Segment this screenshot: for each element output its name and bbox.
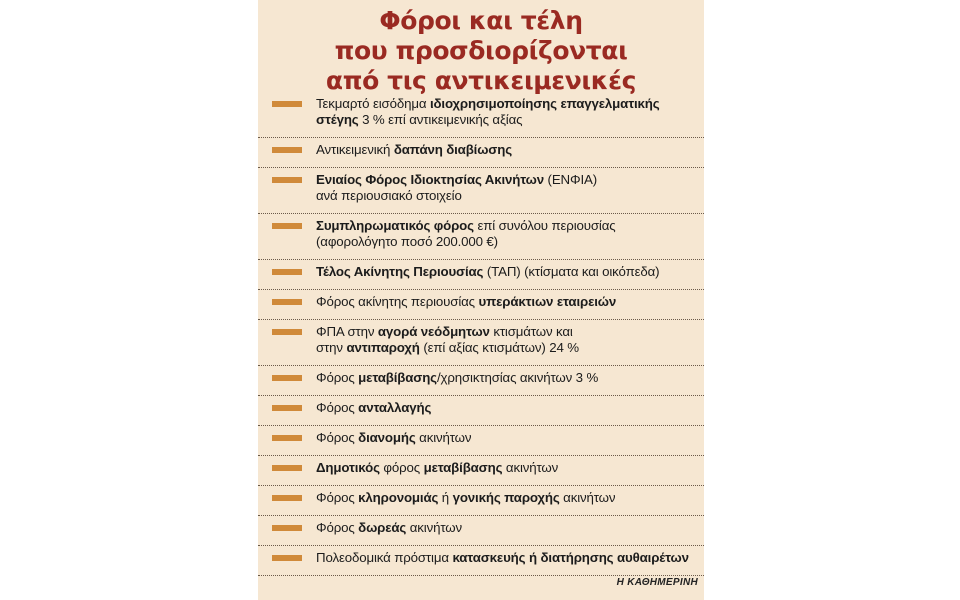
list-item-text bbox=[316, 214, 698, 250]
plain-text: (ΤΑΠ) (κτίσματα και οικόπεδα) bbox=[483, 264, 660, 279]
item-line bbox=[316, 112, 698, 128]
emphasis-text: αντιπαροχή bbox=[346, 340, 420, 355]
plain-text: ακινήτων bbox=[559, 490, 616, 505]
title-line: που προσδιορίζονται bbox=[334, 36, 628, 65]
list-item-text bbox=[316, 290, 698, 310]
emphasis-text: στέγης bbox=[316, 112, 359, 127]
list-item-text bbox=[316, 546, 698, 566]
item-line bbox=[316, 294, 698, 310]
plain-text: ακινήτων bbox=[406, 520, 462, 535]
item-line bbox=[316, 234, 698, 250]
emphasis-text: κληρονομιάς bbox=[358, 490, 439, 505]
item-line bbox=[316, 430, 698, 446]
item-line bbox=[316, 340, 698, 356]
item-line bbox=[316, 370, 698, 386]
list-item-text bbox=[316, 92, 698, 128]
list-item bbox=[258, 260, 704, 290]
list-item-text bbox=[316, 366, 698, 386]
bullet-bar-icon bbox=[272, 101, 302, 107]
publisher-credit: Η ΚΑΘΗΜΕΡΙΝΗ bbox=[616, 577, 698, 588]
list-item-text bbox=[316, 516, 698, 536]
plain-text: ανά περιουσιακό στοιχείο bbox=[316, 188, 462, 203]
plain-text: Τεκμαρτό εισόδημα bbox=[316, 96, 430, 111]
bullet-bar-icon bbox=[272, 177, 302, 183]
list-item bbox=[258, 486, 704, 516]
title-line: Φόροι και τέλη bbox=[379, 6, 583, 35]
bullet-bar-icon bbox=[272, 495, 302, 501]
emphasis-text: γονικής παροχής bbox=[452, 490, 560, 505]
plain-text: φόρος bbox=[379, 460, 424, 475]
emphasis-text: διανομής bbox=[358, 430, 416, 445]
list-item bbox=[258, 456, 704, 486]
plain-text: Φόρος bbox=[316, 490, 359, 505]
plain-text: Φόρος bbox=[316, 430, 359, 445]
list-item-text bbox=[316, 426, 698, 446]
bullet-bar-icon bbox=[272, 269, 302, 275]
list-item-text bbox=[316, 260, 698, 280]
plain-text: Πολεοδομικά πρόστιμα bbox=[316, 550, 453, 565]
item-line bbox=[316, 460, 698, 476]
list-item bbox=[258, 366, 704, 396]
item-line bbox=[316, 188, 698, 204]
plain-text: Φόρος ακίνητης περιουσίας bbox=[316, 294, 479, 309]
bullet-bar-icon bbox=[272, 555, 302, 561]
list-item bbox=[258, 214, 704, 260]
plain-text: Φόρος bbox=[316, 370, 359, 385]
item-line bbox=[316, 520, 698, 536]
plain-text: ΦΠΑ στην bbox=[316, 324, 378, 339]
list-item bbox=[258, 396, 704, 426]
emphasis-text: δαπάνη διαβίωσης bbox=[393, 142, 512, 157]
title-line: από τις αντικειμενικές bbox=[325, 66, 637, 95]
bullet-bar-icon bbox=[272, 147, 302, 153]
plain-text: Φόρος bbox=[316, 400, 359, 415]
plain-text: (αφορολόγητο ποσό 200.000 €) bbox=[316, 234, 498, 249]
list-item bbox=[258, 516, 704, 546]
emphasis-text: μεταβίβασης bbox=[423, 460, 503, 475]
list-item-text bbox=[316, 396, 698, 416]
bullet-bar-icon bbox=[272, 299, 302, 305]
bullet-bar-icon bbox=[272, 405, 302, 411]
item-line bbox=[316, 96, 698, 112]
emphasis-text: ανταλλαγής bbox=[358, 400, 432, 415]
item-line bbox=[316, 264, 698, 280]
list-item-text bbox=[316, 168, 698, 204]
bullet-bar-icon bbox=[272, 375, 302, 381]
emphasis-text: δωρεάς bbox=[358, 520, 407, 535]
list-item bbox=[258, 426, 704, 456]
list-item bbox=[258, 168, 704, 214]
list-item-text bbox=[316, 456, 698, 476]
emphasis-text: κατασκευής ή διατήρησης αυθαιρέτων bbox=[452, 550, 689, 565]
item-line bbox=[316, 490, 698, 506]
plain-text: επί συνόλου περιουσίας bbox=[473, 218, 616, 233]
emphasis-text: ιδιοχρησιμοποίησης επαγγελματικής bbox=[429, 96, 660, 111]
list-item bbox=[258, 320, 704, 366]
list-item-text bbox=[316, 486, 698, 506]
infographic-panel bbox=[258, 0, 704, 600]
list-item-text bbox=[316, 138, 698, 158]
bullet-bar-icon bbox=[272, 525, 302, 531]
emphasis-text: Συμπληρωματικός φόρος bbox=[316, 218, 474, 233]
infographic-title bbox=[258, 6, 704, 96]
list-item bbox=[258, 138, 704, 168]
emphasis-text: Δημοτικός bbox=[316, 460, 380, 475]
bullet-bar-icon bbox=[272, 435, 302, 441]
tax-list bbox=[258, 92, 704, 576]
list-item-text bbox=[316, 320, 698, 356]
item-line bbox=[316, 142, 698, 158]
emphasis-text: μεταβίβασης bbox=[358, 370, 437, 385]
plain-text: ή bbox=[438, 490, 453, 505]
emphasis-text: υπεράκτιων εταιρειών bbox=[478, 294, 617, 309]
bullet-bar-icon bbox=[272, 329, 302, 335]
plain-text: κτισμάτων και bbox=[489, 324, 573, 339]
emphasis-text: αγορά νεόδμητων bbox=[377, 324, 490, 339]
item-line bbox=[316, 550, 698, 566]
bullet-bar-icon bbox=[272, 223, 302, 229]
plain-text: (ΕΝΦΙΑ) bbox=[544, 172, 597, 187]
plain-text: ακινήτων bbox=[415, 430, 472, 445]
plain-text: /χρησικτησίας ακινήτων 3 % bbox=[436, 370, 599, 385]
emphasis-text: Τέλος Ακίνητης Περιουσίας bbox=[316, 264, 484, 279]
plain-text: 3 % επί αντικειμενικής αξίας bbox=[358, 112, 523, 127]
bullet-bar-icon bbox=[272, 465, 302, 471]
plain-text: Αντικειμενική bbox=[316, 142, 394, 157]
item-line bbox=[316, 324, 698, 340]
item-line bbox=[316, 172, 698, 188]
plain-text: Φόρος bbox=[316, 520, 359, 535]
list-item bbox=[258, 92, 704, 138]
list-item bbox=[258, 290, 704, 320]
plain-text: (επί αξίας κτισμάτων) 24 % bbox=[419, 340, 579, 355]
list-item bbox=[258, 546, 704, 576]
plain-text: στην bbox=[316, 340, 347, 355]
plain-text: ακινήτων bbox=[502, 460, 559, 475]
item-line bbox=[316, 218, 698, 234]
item-line bbox=[316, 400, 698, 416]
emphasis-text: Ενιαίος Φόρος Ιδιοκτησίας Ακινήτων bbox=[316, 172, 544, 187]
